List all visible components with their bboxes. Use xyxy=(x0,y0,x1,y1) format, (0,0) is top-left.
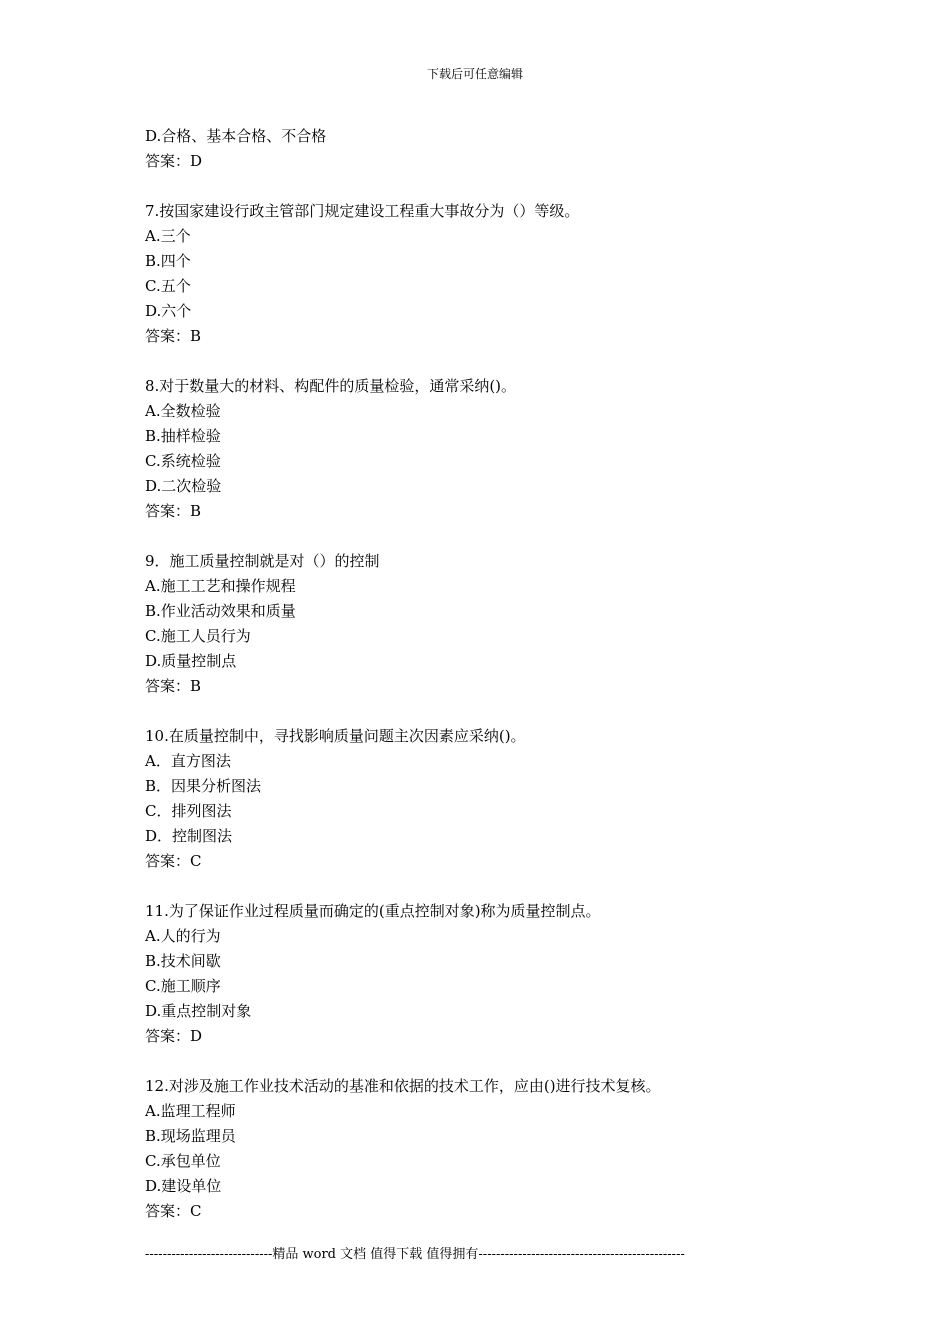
spacer xyxy=(145,1049,845,1074)
option-d: D．控制图法 xyxy=(145,827,233,845)
option-a: A.监理工程师 xyxy=(145,1102,236,1120)
answer: 答案：B xyxy=(145,327,202,345)
spacer xyxy=(145,874,845,899)
option-c: C.承包单位 xyxy=(145,1152,221,1170)
question-stem: 7.按国家建设行政主管部门规定建设工程重大事故分为（）等级。 xyxy=(145,202,580,220)
option-c: C.施工人员行为 xyxy=(145,627,251,645)
question-block xyxy=(145,374,845,549)
page-header: 下载后可任意编辑 xyxy=(426,67,523,81)
option-a: A.三个 xyxy=(145,227,191,245)
option-d: D.建设单位 xyxy=(145,1177,222,1195)
question-stem: 11.为了保证作业过程质量而确定的(重点控制对象)称为质量控制点。 xyxy=(145,902,601,920)
question-block xyxy=(145,199,845,374)
answer: 答案：C xyxy=(145,852,202,870)
answer: 答案：D xyxy=(145,152,203,170)
option-b: B.四个 xyxy=(145,252,191,270)
option-d: D.合格、基本合格、不合格 xyxy=(145,127,327,145)
option-d: D.质量控制点 xyxy=(145,652,237,670)
option-b: B．因果分析图法 xyxy=(145,777,262,795)
question-stem: 12.对涉及施工作业技术活动的基准和依据的技术工作，应由()进行技术复核。 xyxy=(145,1077,661,1095)
page-footer: -----------------------------精品 word 文档 值得下载 值得拥有----------------------------------------------- xyxy=(145,1247,685,1262)
question-stem: 10.在质量控制中，寻找影响质量问题主次因素应采纳()。 xyxy=(145,727,526,745)
option-c: C.施工顺序 xyxy=(145,977,221,995)
answer: 答案：C xyxy=(145,1202,202,1220)
option-b: B.抽样检验 xyxy=(145,427,221,445)
question-block xyxy=(145,1074,845,1224)
option-d: D.重点控制对象 xyxy=(145,1002,252,1020)
option-a: A.全数检验 xyxy=(145,402,221,420)
question-block xyxy=(145,724,845,899)
option-d: D.六个 xyxy=(145,302,192,320)
option-b: B.技术间歇 xyxy=(145,952,221,970)
spacer xyxy=(145,699,845,724)
answer: 答案：B xyxy=(145,502,202,520)
option-a: A.施工工艺和操作规程 xyxy=(145,577,296,595)
option-a: A．直方图法 xyxy=(145,752,231,770)
option-c: C．排列图法 xyxy=(145,802,232,820)
document-body xyxy=(145,124,845,1224)
spacer xyxy=(145,174,845,199)
question-block xyxy=(145,899,845,1074)
option-a: A.人的行为 xyxy=(145,927,221,945)
spacer xyxy=(145,349,845,374)
answer: 答案：B xyxy=(145,677,202,695)
option-d: D.二次检验 xyxy=(145,477,222,495)
question-block xyxy=(145,549,845,724)
question-stem: 9．施工质量控制就是对（）的控制 xyxy=(145,552,380,570)
option-c: C.五个 xyxy=(145,277,191,295)
option-c: C.系统检验 xyxy=(145,452,221,470)
spacer xyxy=(145,524,845,549)
question-stem: 8.对于数量大的材料、构配件的质量检验，通常采纳()。 xyxy=(145,377,517,395)
answer: 答案：D xyxy=(145,1027,203,1045)
option-b: B.现场监理员 xyxy=(145,1127,236,1145)
option-b: B.作业活动效果和质量 xyxy=(145,602,296,620)
